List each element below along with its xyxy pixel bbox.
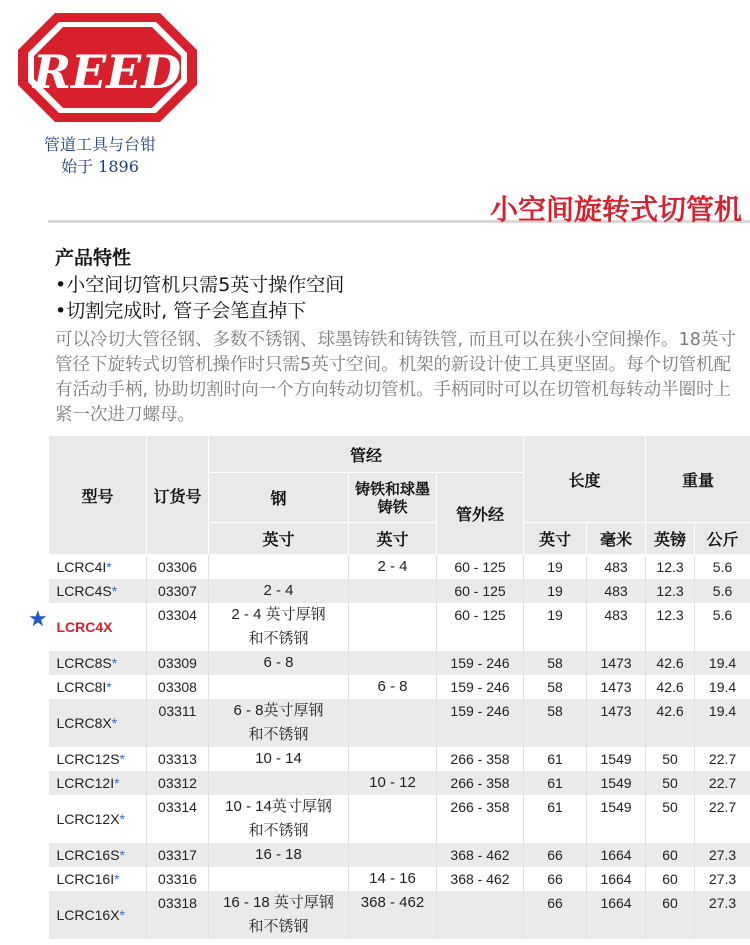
cell-order: 03313 [147,747,209,771]
cell-order: 03316 [147,867,209,891]
star-icon: * [119,751,125,767]
spec-table [48,435,750,939]
star-icon: * [119,811,125,827]
cell-order: 03314 [147,795,209,843]
cell-model: LCRC16I* [49,867,147,891]
cell-model: LCRC16S* [49,843,147,867]
cell-mm: 1473 [587,651,646,675]
feature-1: •小空间切管机只需5英寸操作空间 [55,274,345,296]
cell-mm: 483 [587,603,646,651]
cell-order: 03317 [147,843,209,867]
cell-od: 60 - 125 [437,603,524,651]
col-weight-lb: 英镑 [646,523,695,555]
cell-model: LCRC4I* [49,555,147,580]
description: 可以冷切大管径钢、多数不锈钢、球墨铸铁和铸铁管, 而且可以在狭小空间操作。18英寸管径下旋转式切管机操作时只需5英寸空间。机架的新设计使工具更坚固。每个切管机配有活动手柄, 协助切割时向一个方向转动切管机。手柄同时可以在切管机每转动半圈时上紧一次进刀螺母。 [55,330,736,425]
cell-kg: 22.7 [695,771,750,795]
cell-order: 03308 [147,675,209,699]
cell-in: 61 [524,771,587,795]
cell-in: 19 [524,579,587,603]
cell-model: LCRC12X* [49,795,147,843]
cell-lb: 50 [646,771,695,795]
cell-order: 03318 [147,891,209,939]
cell-kg: 5.6 [695,579,750,603]
cell-iron [349,651,437,675]
cell-model: LCRC12S* [49,747,147,771]
cell-lb: 42.6 [646,675,695,699]
reed-logo [15,10,200,125]
cell-od: 266 - 358 [437,771,524,795]
col-iron-inch: 英寸 [349,523,437,555]
cell-order: 03311 [147,699,209,747]
cell-lb: 12.3 [646,603,695,651]
cell-iron [349,843,437,867]
cell-steel [209,867,349,891]
cell-lb: 60 [646,891,695,939]
feature-2: •切割完成时, 管子会笔直掉下 [55,300,307,322]
col-length-mm: 毫米 [587,523,646,555]
cell-mm: 1473 [587,699,646,747]
col-length-inch: 英寸 [524,523,587,555]
col-pipe: 管经 [209,436,524,473]
star-icon: * [119,907,125,923]
col-od: 管外经 [437,473,524,555]
cell-steel: 6 - 8英寸厚钢 和不锈钢 [209,699,349,747]
cell-order: 03304 [147,603,209,651]
cell-in: 61 [524,747,587,771]
table-row [49,843,750,867]
cell-model: LCRC16X* [49,891,147,939]
star-icon: * [106,679,112,695]
cell-model: LCRC12I* [49,771,147,795]
cell-iron: 14 - 16 [349,867,437,891]
cell-lb: 12.3 [646,555,695,580]
cell-iron: 6 - 8 [349,675,437,699]
cell-od: 60 - 125 [437,579,524,603]
cell-in: 19 [524,603,587,651]
star-icon: * [111,715,118,731]
cell-od: 159 - 246 [437,699,524,747]
cell-mm: 1549 [587,771,646,795]
table-row [49,867,750,891]
cell-steel: 16 - 18 [209,843,349,867]
cell-steel: 16 - 18 英寸厚钢 和不锈钢 [209,891,349,939]
cell-lb: 42.6 [646,699,695,747]
star-icon: * [119,847,125,863]
col-order: 订货号 [147,436,209,555]
cell-mm: 1473 [587,675,646,699]
cell-lb: 50 [646,747,695,771]
cell-steel [209,675,349,699]
cell-in: 58 [524,675,587,699]
cell-in: 58 [524,699,587,747]
cell-od: 368 - 462 [437,843,524,867]
cell-od: 368 - 462 [437,867,524,891]
page-title: 小空间旋转式切管机 [489,193,742,226]
cell-steel: 10 - 14英寸厚钢 和不锈钢 [209,795,349,843]
cell-od: 266 - 358 [437,747,524,771]
cell-mm: 1549 [587,795,646,843]
cell-kg: 5.6 [695,603,750,651]
table-row [49,771,750,795]
cell-in: 66 [524,867,587,891]
cell-lb: 60 [646,867,695,891]
cell-kg: 27.3 [695,843,750,867]
cell-model: LCRC4X [49,603,147,651]
cell-kg: 27.3 [695,891,750,939]
cell-mm: 483 [587,579,646,603]
cell-iron [349,747,437,771]
cell-lb: 50 [646,795,695,843]
cell-order: 03312 [147,771,209,795]
cell-kg: 19.4 [695,651,750,675]
cell-mm: 1664 [587,843,646,867]
table-row [49,891,750,939]
table-row [49,579,750,603]
col-steel: 钢 [209,473,349,523]
star-icon: * [114,871,120,887]
cell-kg: 22.7 [695,747,750,771]
table-row [49,699,750,747]
cell-lb: 42.6 [646,651,695,675]
col-steel-inch: 英寸 [209,523,349,555]
cell-model: LCRC8X* [49,699,147,747]
svg-text:REED: REED [32,45,182,99]
cell-iron: 368 - 462 [349,891,437,939]
cell-od: 159 - 246 [437,651,524,675]
cell-od: 159 - 246 [437,675,524,699]
cell-steel [209,555,349,580]
cell-order: 03307 [147,579,209,603]
cell-steel: 2 - 4 [209,579,349,603]
col-weight-kg: 公斤 [695,523,750,555]
cell-model: LCRC8I* [49,675,147,699]
col-length: 长度 [524,436,646,523]
cell-lb: 12.3 [646,579,695,603]
cell-iron [349,603,437,651]
cell-kg: 22.7 [695,795,750,843]
cell-kg: 19.4 [695,699,750,747]
cell-iron [349,795,437,843]
star-icon: * [114,775,120,791]
brand-tagline: 管道工具与台钳 始于 1896 [43,135,156,176]
table-row [49,651,750,675]
cell-in: 66 [524,891,587,939]
star-icon: * [111,583,118,599]
cell-mm: 1664 [587,891,646,939]
cell-order: 03306 [147,555,209,580]
cell-steel: 6 - 8 [209,651,349,675]
cell-mm: 1664 [587,867,646,891]
cell-lb: 60 [646,843,695,867]
cell-kg: 5.6 [695,555,750,580]
features-heading: 产品特性 [55,247,132,269]
cell-in: 19 [524,555,587,580]
cell-iron [349,699,437,747]
cell-kg: 19.4 [695,675,750,699]
cell-kg: 27.3 [695,867,750,891]
cell-iron: 10 - 12 [349,771,437,795]
cell-in: 58 [524,651,587,675]
cell-order: 03309 [147,651,209,675]
star-icon: * [111,655,118,671]
cell-in: 61 [524,795,587,843]
cell-od: 266 - 358 [437,795,524,843]
table-row [49,747,750,771]
cell-steel [209,771,349,795]
cell-steel: 10 - 14 [209,747,349,771]
col-weight: 重量 [646,436,750,523]
cell-od [437,891,524,939]
cell-iron: 2 - 4 [349,555,437,580]
table-row [49,555,750,580]
featured-star-icon: ★ [28,607,48,632]
table-row [49,675,750,699]
col-model: 型号 [49,436,147,555]
cell-steel: 2 - 4 英寸厚钢 和不锈钢 [209,603,349,651]
cell-model: LCRC8S* [49,651,147,675]
cell-model: LCRC4S* [49,579,147,603]
cell-mm: 483 [587,555,646,580]
table-row [49,795,750,843]
cell-od: 60 - 125 [437,555,524,580]
table-row [49,603,750,651]
cell-iron [349,579,437,603]
col-iron: 铸铁和球墨铸铁 [349,473,437,523]
cell-in: 66 [524,843,587,867]
star-icon: * [106,559,112,575]
cell-mm: 1549 [587,747,646,771]
